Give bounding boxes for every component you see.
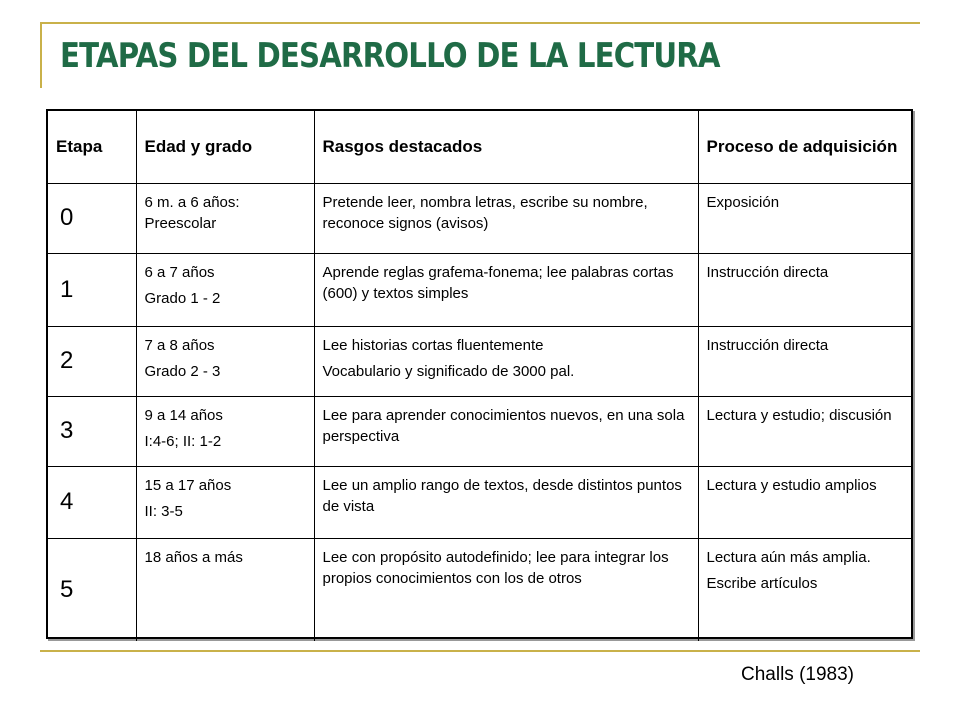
header-stage: Etapa <box>48 111 136 183</box>
age-text: 9 a 14 años <box>144 406 223 424</box>
reading-stages-table <box>48 111 911 641</box>
traits-cell <box>314 183 698 253</box>
bottom-accent-line <box>40 650 920 652</box>
table-row <box>48 183 911 253</box>
traits-text: Lee con propósito autodefinido; lee para integrar los propios conocimientos con los de otros <box>322 548 669 587</box>
traits-text: Lee para aprender conocimientos nuevos, en una sola perspectiva <box>322 406 685 445</box>
process-text: Lectura aún más amplia. <box>706 548 871 566</box>
traits-text: Lee un amplio rango de textos, desde distintos puntos de vista <box>322 476 682 515</box>
age-grade-cell <box>136 183 314 253</box>
stage-number: 5 <box>48 538 136 641</box>
process-text: Instrucción directa <box>706 263 829 281</box>
stage-number: 2 <box>48 326 136 396</box>
table-row <box>48 396 911 466</box>
process-cell <box>698 253 911 326</box>
grade-text: I:4-6; II: 1-2 <box>144 432 222 450</box>
process-cell <box>698 396 911 466</box>
process-cell <box>698 538 911 641</box>
traits-cell <box>314 253 698 326</box>
age-text: 15 a 17 años <box>144 476 232 494</box>
reading-stages-table-frame <box>46 109 913 639</box>
traits-text: Pretende leer, nombra letras, escribe su nombre, reconoce signos (avisos) <box>322 193 648 232</box>
stage-number: 4 <box>48 466 136 538</box>
age-grade-cell <box>136 253 314 326</box>
table-row <box>48 253 911 326</box>
traits-text: Vocabulario y significado de 3000 pal. <box>322 362 575 380</box>
header-age-grade: Edad y grado <box>136 111 314 183</box>
age-grade-cell <box>136 326 314 396</box>
age-text: 7 a 8 años <box>144 336 215 354</box>
traits-cell <box>314 466 698 538</box>
traits-text: Aprende reglas grafema-fonema; lee palabras cortas (600) y textos simples <box>322 263 674 302</box>
process-cell <box>698 466 911 538</box>
table-header-row <box>48 111 911 183</box>
traits-text: Lee historias cortas fluentemente <box>322 336 544 354</box>
age-grade-cell <box>136 466 314 538</box>
page-title: ETAPAS DEL DESARROLLO DE LA LECTURA <box>60 36 720 76</box>
stage-number: 0 <box>48 183 136 253</box>
traits-cell <box>314 538 698 641</box>
top-accent-line <box>40 22 920 24</box>
traits-cell <box>314 396 698 466</box>
age-text: 6 a 7 años <box>144 263 215 281</box>
process-text: Lectura y estudio amplios <box>706 476 877 494</box>
process-text: Lectura y estudio; discusión <box>706 406 892 424</box>
header-traits: Rasgos destacados <box>314 111 698 183</box>
age-grade-text: 6 m. a 6 años: Preescolar <box>144 193 240 232</box>
age-grade-text: 18 años a más <box>144 548 243 566</box>
table-row <box>48 326 911 396</box>
table-row <box>48 538 911 641</box>
stage-number: 1 <box>48 253 136 326</box>
process-text: Instrucción directa <box>706 336 829 354</box>
citation: Challs (1983) <box>741 664 854 685</box>
grade-text: Grado 1 - 2 <box>144 289 221 307</box>
grade-text: Grado 2 - 3 <box>144 362 221 380</box>
grade-text: II: 3-5 <box>144 502 183 520</box>
process-cell <box>698 326 911 396</box>
header-acquisition-process: Proceso de adquisición <box>698 111 911 183</box>
table-row <box>48 466 911 538</box>
process-text: Escribe artículos <box>706 574 818 592</box>
left-accent-line <box>40 22 42 88</box>
age-grade-cell <box>136 396 314 466</box>
age-grade-cell <box>136 538 314 641</box>
process-cell <box>698 183 911 253</box>
process-text: Exposición <box>706 193 780 211</box>
traits-cell <box>314 326 698 396</box>
stage-number: 3 <box>48 396 136 466</box>
